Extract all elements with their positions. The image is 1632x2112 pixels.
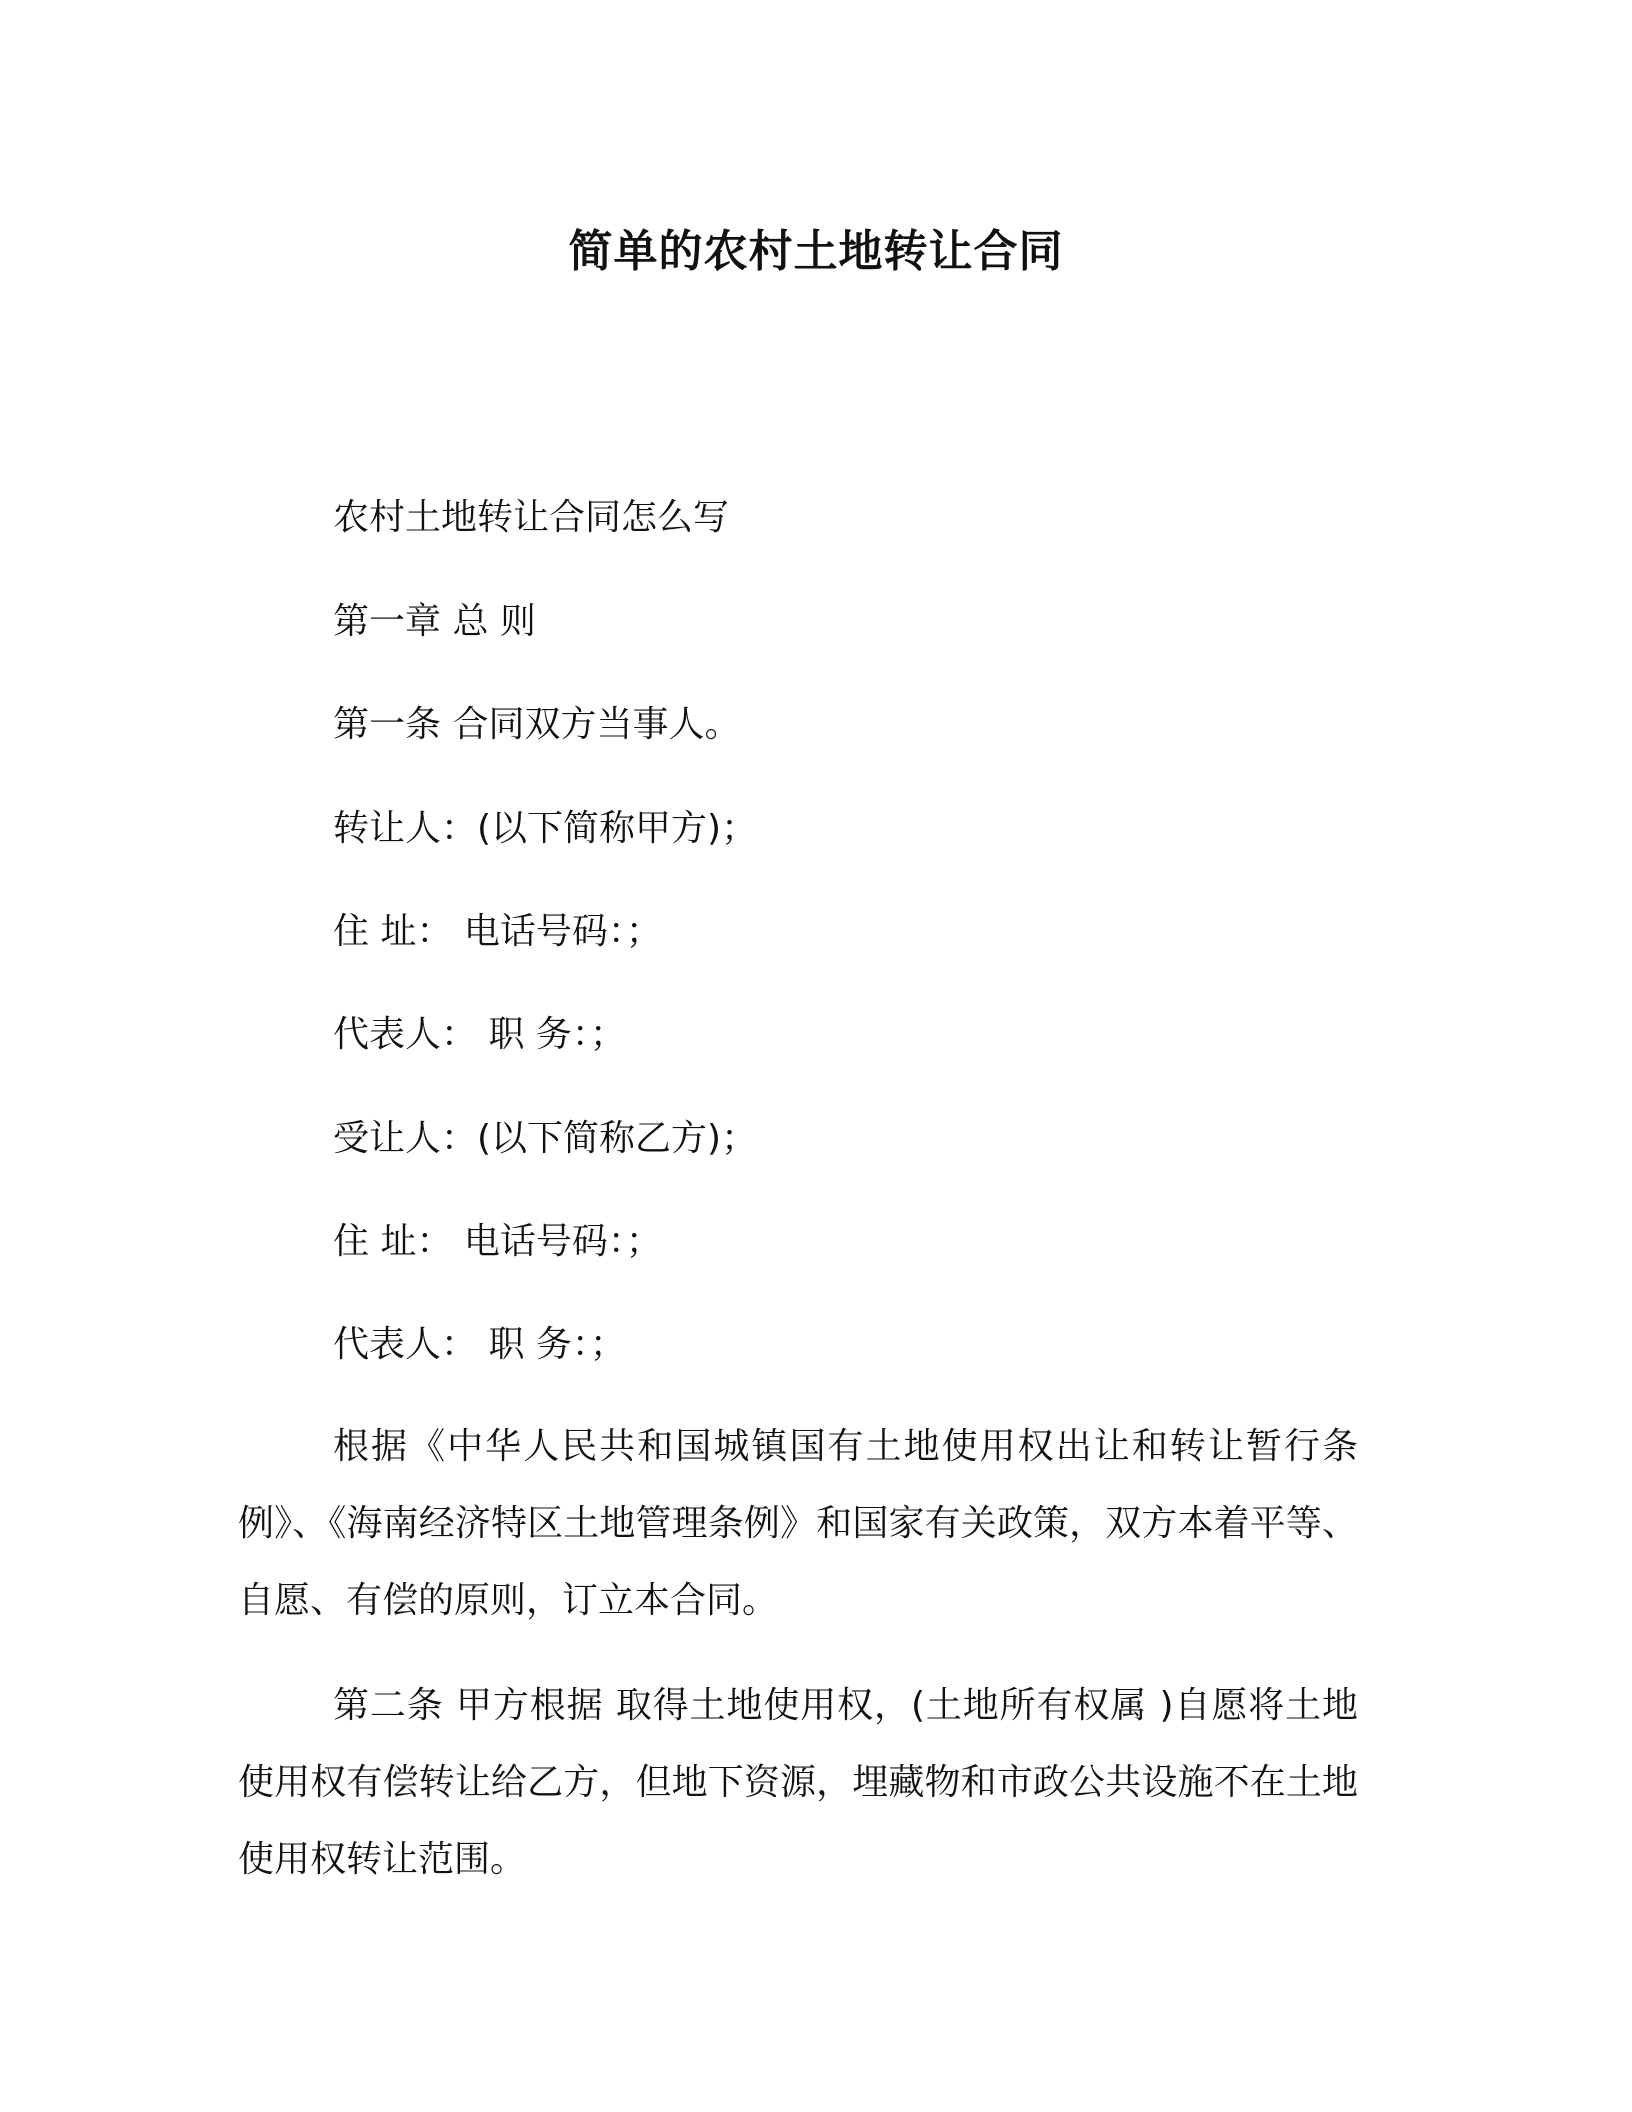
- doc-line-transferee-address: 住 址： 电话号码：；: [333, 1221, 662, 1262]
- doc-line-transferee: 受让人：(以下简称乙方)；: [333, 1118, 758, 1159]
- doc-line-chapter-heading: 第一章 总 则: [333, 601, 536, 642]
- doc-line-transferor-representative: 代表人： 职 务：；: [333, 1014, 626, 1055]
- doc-line-transferor: 转让人：(以下简称甲方)；: [333, 808, 758, 849]
- document-title: 简单的农村土地转让合同: [568, 226, 1064, 277]
- doc-line-transferor-address: 住 址： 电话号码：；: [333, 911, 662, 952]
- doc-paragraph-article-2: 第二条 甲方根据 取得土地使用权，(土地所有权属 )自愿将土地使用权有偿转让给乙方，但地下资源，埋藏物和市政公共设施不在土地使用权转让范围。: [238, 1685, 1358, 1880]
- doc-line-subtitle: 农村土地转让合同怎么写: [333, 497, 730, 538]
- doc-paragraph-basis: 根据《中华人民共和国城镇国有土地使用权出让和转让暂行条例》、《海南经济特区土地管理条例》和国家有关政策，双方本着平等、自愿、有偿的原则，订立本合同。: [238, 1426, 1358, 1621]
- doc-line-transferee-representative: 代表人： 职 务：；: [333, 1324, 626, 1365]
- doc-line-article-1: 第一条 合同双方当事人。: [333, 704, 741, 745]
